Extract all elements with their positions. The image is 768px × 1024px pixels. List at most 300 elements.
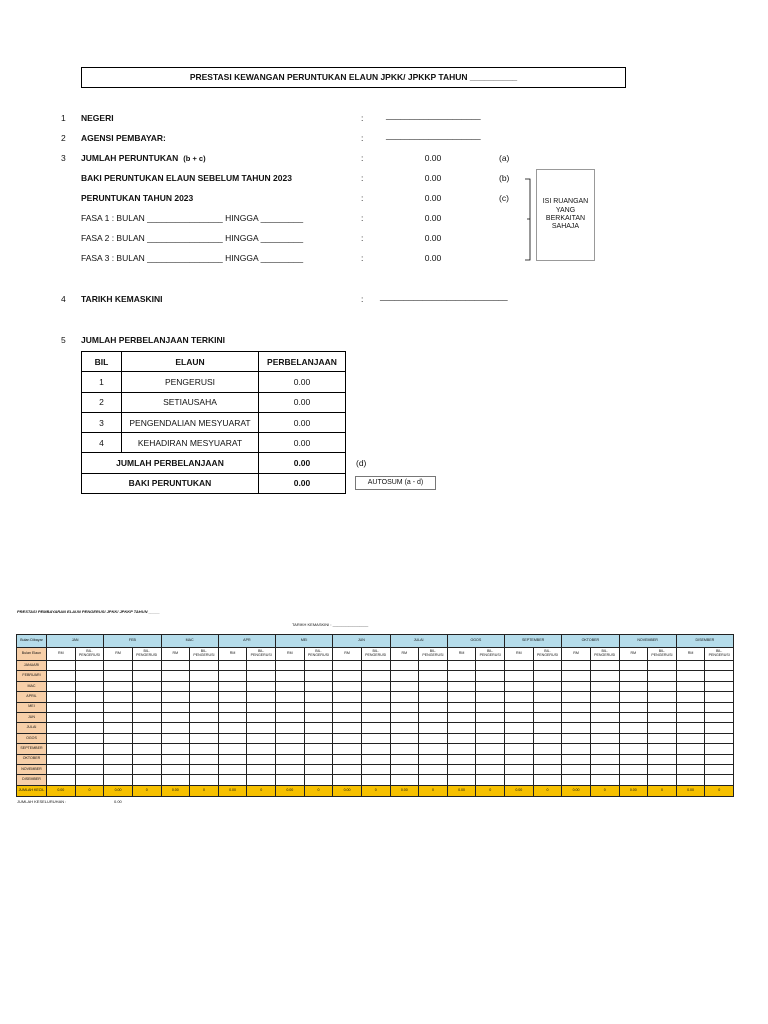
grid-cell[interactable] [705,692,734,702]
grid-cell[interactable] [533,712,562,722]
grid-cell[interactable] [361,775,390,785]
grid-month-header: JAN [47,635,104,648]
grid-cell[interactable] [676,775,705,785]
grid-cell[interactable] [132,712,161,722]
grid-cell[interactable] [276,702,305,712]
grid-cell[interactable] [676,671,705,681]
grid-cell[interactable] [562,744,591,754]
grid-cell[interactable] [132,775,161,785]
grid-cell[interactable] [447,764,476,774]
grid-cell[interactable] [276,775,305,785]
grid-cell[interactable] [590,744,619,754]
grid-cell[interactable] [476,775,505,785]
grid-cell[interactable] [562,661,591,671]
grid-cell[interactable] [161,723,190,733]
grid-cell[interactable] [390,712,419,722]
grid-cell[interactable] [619,661,648,671]
grid-cell[interactable] [705,671,734,681]
grid-cell[interactable] [333,723,362,733]
grid-cell[interactable] [533,764,562,774]
grid-cell[interactable] [419,702,448,712]
grid-cell[interactable] [447,661,476,671]
cell-amount[interactable]: 0.00 [259,392,346,412]
grid-cell[interactable] [562,681,591,691]
grid-cell[interactable] [533,681,562,691]
grid-cell[interactable] [104,775,133,785]
grid-cell[interactable] [190,733,219,743]
grid-cell[interactable] [476,661,505,671]
grid-cell[interactable] [161,712,190,722]
grid-cell[interactable] [705,723,734,733]
grid-cell[interactable] [190,723,219,733]
grid-cell[interactable] [676,754,705,764]
grid-cell[interactable] [648,661,677,671]
grid-cell[interactable] [648,775,677,785]
grid-cell[interactable] [190,681,219,691]
grid-cell[interactable] [619,671,648,681]
grid-cell[interactable] [247,775,276,785]
grid-cell[interactable] [75,733,104,743]
grid-cell[interactable] [47,775,76,785]
grid-cell[interactable] [476,733,505,743]
grid-cell[interactable] [276,692,305,702]
grid-cell[interactable] [104,671,133,681]
grid-cell[interactable] [676,764,705,774]
grid-cell[interactable] [247,754,276,764]
grid-cell[interactable] [562,733,591,743]
grid-cell[interactable] [333,692,362,702]
item-value[interactable]: ____________________ [386,130,481,140]
grid-cell[interactable] [447,723,476,733]
table-row [17,764,734,774]
grid-cell[interactable] [419,692,448,702]
grid-cell[interactable] [161,681,190,691]
grid-cell[interactable] [590,775,619,785]
grid-cell[interactable] [705,764,734,774]
grid-cell[interactable] [75,744,104,754]
grid-cell[interactable] [132,702,161,712]
grid-cell[interactable] [132,764,161,774]
grid-cell[interactable] [361,712,390,722]
grid-cell[interactable] [619,775,648,785]
grid-cell[interactable] [361,671,390,681]
grid-cell[interactable] [476,764,505,774]
grid-cell[interactable] [590,681,619,691]
grid-cell[interactable] [75,702,104,712]
grid-cell[interactable] [390,744,419,754]
grid-cell[interactable] [276,723,305,733]
grid-cell[interactable] [247,744,276,754]
grid-cell[interactable] [47,733,76,743]
grid-cell[interactable] [676,661,705,671]
grid-sub-bil: BIL. PENGERUSI [533,648,562,661]
grid-cell[interactable] [333,712,362,722]
grid-cell[interactable] [304,661,333,671]
grid-cell[interactable] [132,661,161,671]
grid-cell[interactable] [247,692,276,702]
grid-cell[interactable] [533,671,562,681]
grid-cell[interactable] [361,681,390,691]
grid-cell[interactable] [505,733,534,743]
grid-cell[interactable] [590,671,619,681]
grid-cell[interactable] [132,681,161,691]
grid-cell[interactable] [104,661,133,671]
grid-cell[interactable] [304,671,333,681]
grid-cell[interactable] [47,692,76,702]
grid-cell[interactable] [533,702,562,712]
grid-cell[interactable] [218,681,247,691]
grid-cell[interactable] [390,661,419,671]
grid-cell[interactable] [447,702,476,712]
grid-cell[interactable] [419,754,448,764]
grid-cell[interactable] [619,723,648,733]
grid-cell[interactable] [304,702,333,712]
grid-cell[interactable] [590,661,619,671]
grid-cell[interactable] [276,681,305,691]
grid-cell[interactable] [161,661,190,671]
grid-cell[interactable] [390,681,419,691]
grid-cell[interactable] [218,702,247,712]
grid-cell[interactable] [104,754,133,764]
grid-cell[interactable] [75,671,104,681]
grid-cell[interactable] [304,775,333,785]
grid-cell[interactable] [218,764,247,774]
grid-cell[interactable] [247,702,276,712]
grid-cell[interactable] [562,764,591,774]
grid-cell[interactable] [276,712,305,722]
grid-cell[interactable] [190,702,219,712]
grid-cell[interactable] [562,671,591,681]
grid-cell[interactable] [161,764,190,774]
grid-cell[interactable] [132,733,161,743]
grid-cell[interactable] [390,702,419,712]
grid-cell[interactable] [132,692,161,702]
grid-cell[interactable] [361,692,390,702]
grid-cell[interactable] [419,764,448,774]
grid-cell[interactable] [75,712,104,722]
grid-cell[interactable] [75,692,104,702]
grid-cell[interactable] [47,671,76,681]
grid-cell[interactable] [590,692,619,702]
grid-cell[interactable] [619,764,648,774]
grid-cell[interactable] [333,754,362,764]
grid-cell[interactable] [476,671,505,681]
grid-cell[interactable] [648,754,677,764]
grid-cell[interactable] [333,681,362,691]
item4-number: 4 [61,294,66,304]
grid-cell[interactable] [562,723,591,733]
grid-cell[interactable] [333,661,362,671]
grid-cell[interactable] [190,764,219,774]
grid-cell[interactable] [333,702,362,712]
grid-cell[interactable] [161,671,190,681]
cell-amount[interactable]: 0.00 [259,372,346,392]
grid-cell[interactable] [533,754,562,764]
grid-cell[interactable] [304,712,333,722]
grid-cell[interactable] [619,744,648,754]
grid-cell[interactable] [390,723,419,733]
grid-cell[interactable] [104,692,133,702]
grid-cell[interactable] [648,671,677,681]
grid-cell[interactable] [218,733,247,743]
grid-cell[interactable] [648,723,677,733]
grid-cell[interactable] [132,723,161,733]
grid-cell[interactable] [190,661,219,671]
grid-cell[interactable] [390,692,419,702]
grid-cell[interactable] [419,661,448,671]
grid-cell[interactable] [218,712,247,722]
grid-cell[interactable] [190,744,219,754]
grid-cell[interactable] [161,702,190,712]
grid-cell[interactable] [505,723,534,733]
grid-cell[interactable] [505,775,534,785]
grid-cell[interactable] [562,712,591,722]
grid-cell[interactable] [505,702,534,712]
grid-cell[interactable] [705,661,734,671]
grid-cell[interactable] [533,723,562,733]
grid-cell[interactable] [361,661,390,671]
grid-cell[interactable] [276,733,305,743]
grid-cell[interactable] [533,775,562,785]
grid-cell[interactable] [218,692,247,702]
grid-cell[interactable] [104,712,133,722]
grid-cell[interactable] [190,775,219,785]
grid-cell[interactable] [47,764,76,774]
grid-cell[interactable] [218,671,247,681]
cell-amount[interactable]: 0.00 [259,433,346,453]
grid-cell[interactable] [276,671,305,681]
grid-cell[interactable] [590,764,619,774]
grid-cell[interactable] [676,744,705,754]
grid-cell[interactable] [590,723,619,733]
grid-cell[interactable] [533,692,562,702]
grid-cell[interactable] [562,692,591,702]
grid-cell[interactable] [476,744,505,754]
grid-cell[interactable] [47,661,76,671]
grid-cell[interactable] [218,723,247,733]
grid-cell[interactable] [47,744,76,754]
grid-cell[interactable] [333,733,362,743]
grid-cell[interactable] [476,712,505,722]
grid-cell[interactable] [676,723,705,733]
grid-cell[interactable] [676,712,705,722]
grid-cell[interactable] [75,764,104,774]
grid-cell[interactable] [75,681,104,691]
grid-cell[interactable] [705,754,734,764]
grid-cell[interactable] [75,775,104,785]
grid-cell[interactable] [247,671,276,681]
grid-cell[interactable] [161,754,190,764]
grid-cell[interactable] [447,775,476,785]
grid-cell[interactable] [75,754,104,764]
grid-cell[interactable] [676,702,705,712]
grid-cell[interactable] [47,754,76,764]
grid-cell[interactable] [333,764,362,774]
grid-cell[interactable] [447,671,476,681]
grid-cell[interactable] [276,744,305,754]
grid-cell[interactable] [276,661,305,671]
grid-cell[interactable] [648,712,677,722]
grid-cell[interactable] [705,681,734,691]
item-value[interactable]: ____________________ [386,110,481,120]
grid-cell[interactable] [161,692,190,702]
grid-cell[interactable] [247,712,276,722]
grid-cell[interactable] [161,775,190,785]
grid-cell[interactable] [505,692,534,702]
grid-cell[interactable] [247,661,276,671]
grid-cell[interactable] [705,775,734,785]
grid-cell[interactable] [533,661,562,671]
grid-cell[interactable] [648,733,677,743]
grid-cell[interactable] [104,681,133,691]
grid-cell[interactable] [648,764,677,774]
grid-cell[interactable] [304,733,333,743]
grid-cell[interactable] [505,744,534,754]
grid-cell[interactable] [648,744,677,754]
cell-amount[interactable]: 0.00 [259,412,346,432]
grid-cell[interactable] [505,712,534,722]
grid-cell[interactable] [648,702,677,712]
grid-cell[interactable] [304,681,333,691]
grid-cell[interactable] [705,702,734,712]
grid-cell[interactable] [47,712,76,722]
grid-cell[interactable] [562,754,591,764]
grid-cell[interactable] [75,723,104,733]
grid-cell[interactable] [247,681,276,691]
grid-cell[interactable] [705,733,734,743]
grid-cell[interactable] [447,754,476,764]
grid-cell[interactable] [161,733,190,743]
grid-cell[interactable] [505,754,534,764]
grid-cell[interactable] [218,754,247,764]
grid-cell[interactable] [476,723,505,733]
grid-cell[interactable] [361,723,390,733]
grid-cell[interactable] [447,692,476,702]
grid-cell[interactable] [190,671,219,681]
grid-cell[interactable] [104,744,133,754]
grid-cell[interactable] [47,723,76,733]
grid-cell[interactable] [390,764,419,774]
grid-cell[interactable] [619,754,648,764]
grid-cell[interactable] [505,681,534,691]
grid-cell[interactable] [304,723,333,733]
grid-cell[interactable] [562,775,591,785]
grid-cell[interactable] [476,702,505,712]
grid-cell[interactable] [562,702,591,712]
grid-cell[interactable] [132,671,161,681]
grid-cell[interactable] [390,671,419,681]
grid-cell[interactable] [47,681,76,691]
grid-cell[interactable] [304,744,333,754]
grid-cell[interactable] [132,754,161,764]
grid-cell[interactable] [190,754,219,764]
grid-sub-rm: RM [47,648,76,661]
grid-cell[interactable] [705,712,734,722]
grid-cell[interactable] [590,733,619,743]
grid-cell[interactable] [505,661,534,671]
grid-cell[interactable] [476,692,505,702]
grid-cell[interactable] [648,692,677,702]
grid-cell[interactable] [505,671,534,681]
grid-cell[interactable] [590,712,619,722]
grid-cell[interactable] [533,733,562,743]
grid-cell[interactable] [676,692,705,702]
grid-cell[interactable] [447,712,476,722]
grid-cell[interactable] [247,764,276,774]
grid-cell[interactable] [419,681,448,691]
grid-cell[interactable] [361,702,390,712]
grid-cell[interactable] [476,681,505,691]
grid-cell[interactable] [75,661,104,671]
grid-cell[interactable] [161,744,190,754]
grid-cell[interactable] [47,702,76,712]
grid-cell[interactable] [476,754,505,764]
grid-cell[interactable] [619,733,648,743]
grid-cell[interactable] [104,702,133,712]
grid-cell[interactable] [218,661,247,671]
grid-cell[interactable] [132,744,161,754]
grid-cell[interactable] [218,775,247,785]
grid-cell[interactable] [361,754,390,764]
grid-cell[interactable] [676,733,705,743]
grid-cell[interactable] [590,754,619,764]
grid-cell[interactable] [390,775,419,785]
grid-cell[interactable] [505,764,534,774]
grid-cell[interactable] [361,744,390,754]
grid-cell[interactable] [619,702,648,712]
grid-cell[interactable] [419,723,448,733]
grid-cell[interactable] [361,733,390,743]
grid-cell[interactable] [533,744,562,754]
grid-cell[interactable] [304,692,333,702]
grid-cell[interactable] [276,764,305,774]
grid-cell[interactable] [333,671,362,681]
grid-cell[interactable] [390,733,419,743]
grid-cell[interactable] [390,754,419,764]
grid-cell[interactable] [419,712,448,722]
grid-cell[interactable] [419,775,448,785]
grid-cell[interactable] [447,744,476,754]
grid-cell[interactable] [247,733,276,743]
grid-cell[interactable] [619,681,648,691]
grid-cell[interactable] [333,744,362,754]
grid-cell[interactable] [104,764,133,774]
grid-cell[interactable] [304,764,333,774]
grid-cell[interactable] [619,692,648,702]
update-date-field[interactable]: ___________________________ [380,291,508,301]
grid-cell[interactable] [361,764,390,774]
grid-cell[interactable] [705,744,734,754]
grid-cell[interactable] [447,681,476,691]
grid-cell[interactable] [419,744,448,754]
grid-cell[interactable] [333,775,362,785]
grid-cell[interactable] [190,712,219,722]
grid-cell[interactable] [447,733,476,743]
grid-cell[interactable] [419,671,448,681]
grid-cell[interactable] [104,723,133,733]
grid-cell[interactable] [247,723,276,733]
grid-cell[interactable] [419,733,448,743]
grid-cell[interactable] [218,744,247,754]
grid-cell[interactable] [304,754,333,764]
grid-cell[interactable] [104,733,133,743]
grid-cell[interactable] [590,702,619,712]
grid-cell[interactable] [676,681,705,691]
grid-cell[interactable] [619,712,648,722]
grid-cell[interactable] [648,681,677,691]
grid-cell[interactable] [190,692,219,702]
grid-cell[interactable] [276,754,305,764]
